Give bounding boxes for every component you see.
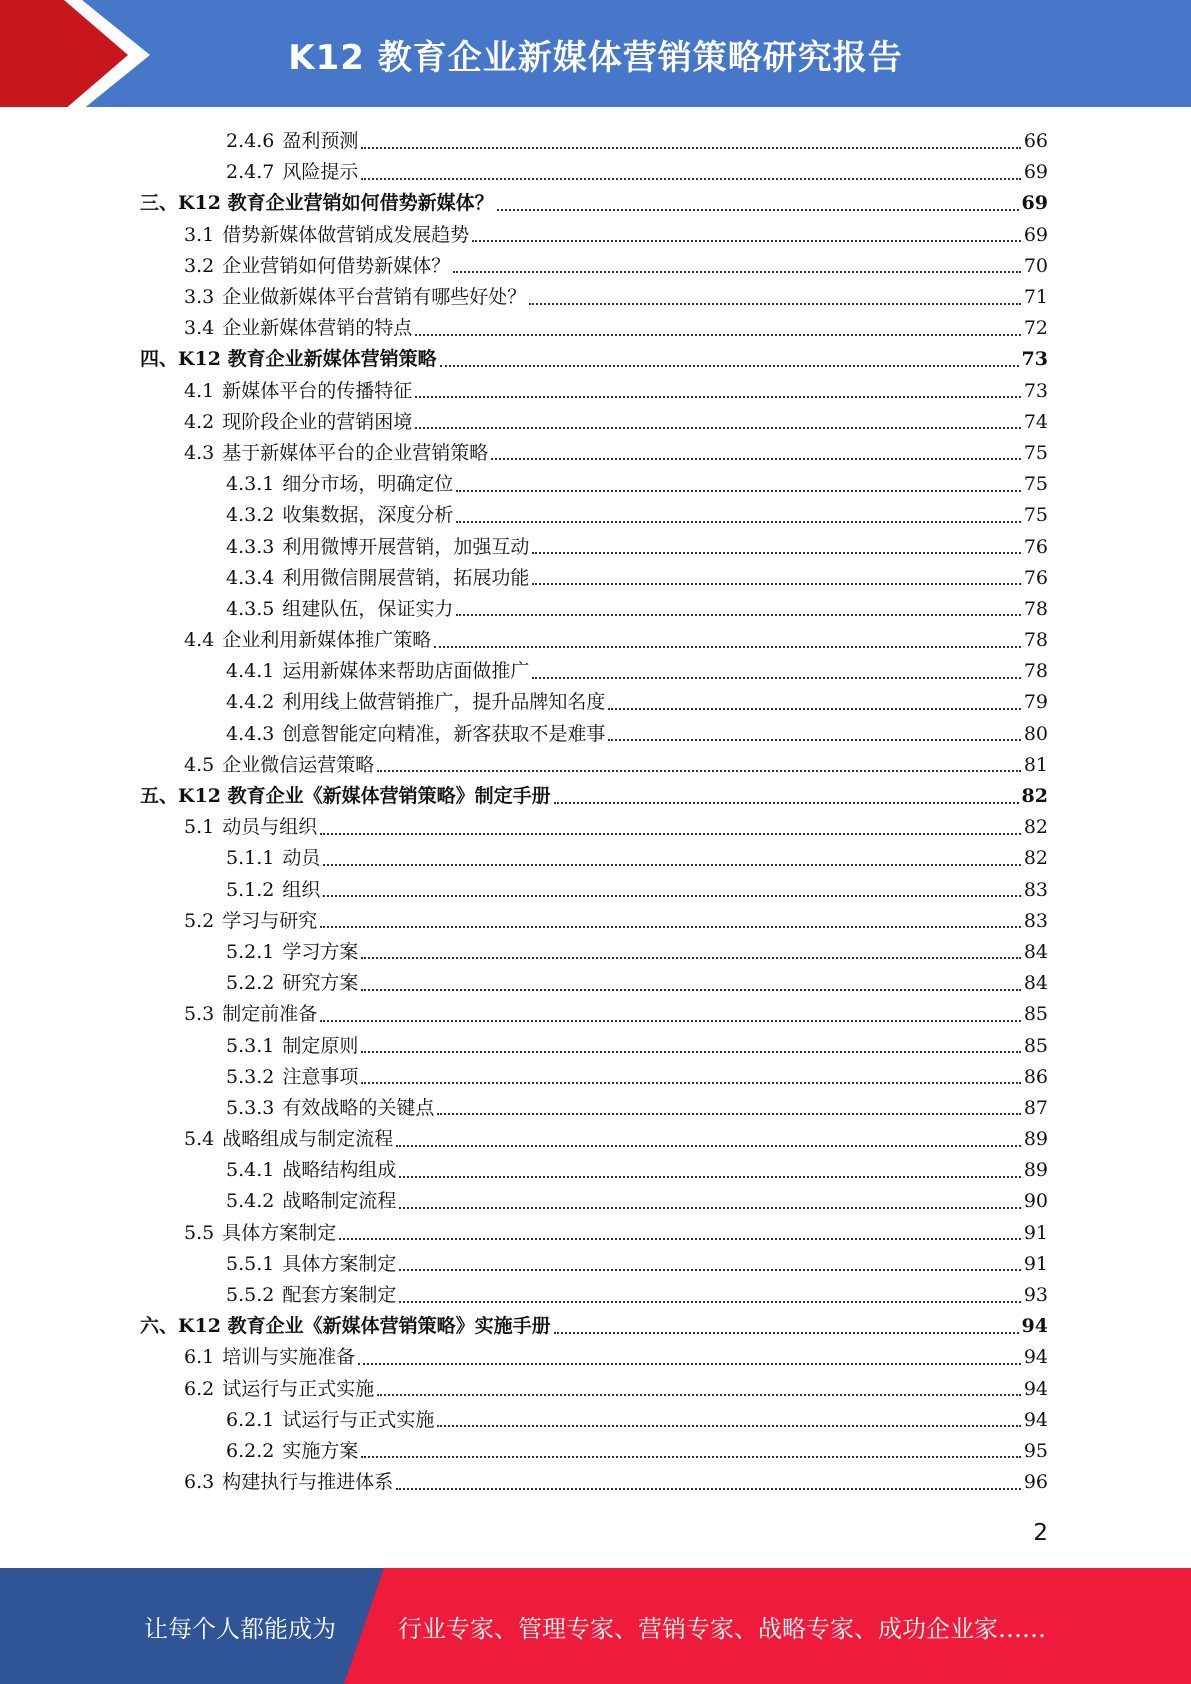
- toc-entry[interactable]: [140, 906, 1048, 937]
- toc-entry-number: 4.3.3: [226, 535, 275, 558]
- toc-entry-title: 构建执行与推进体系: [222, 1471, 394, 1494]
- page-header: [0, 0, 1191, 110]
- toc-entry-title: 盈利预测: [282, 130, 359, 153]
- toc-entry[interactable]: [140, 563, 1048, 594]
- toc-entry-number: 4.3.2: [226, 504, 275, 527]
- toc-entry[interactable]: [140, 1030, 1048, 1061]
- toc-dot-leader: [361, 957, 1020, 959]
- page-footer: [0, 1568, 1191, 1684]
- toc-entry-number: 3.4: [184, 317, 215, 340]
- toc-entry-number: 四、: [140, 348, 179, 371]
- toc-entry-page: 89: [1023, 1128, 1048, 1151]
- toc-entry-number: 4.4.3: [226, 722, 275, 745]
- toc-entry-title: 战略组成与制定流程: [222, 1128, 394, 1151]
- toc-entry-page: 82: [1023, 847, 1048, 870]
- toc-entry[interactable]: [140, 500, 1048, 531]
- toc-entry-number: 5.5.2: [226, 1284, 275, 1307]
- toc-dot-leader: [396, 1488, 1021, 1490]
- toc-entry-title: 试运行与正式实施: [222, 1377, 375, 1400]
- toc-entry-page: 94: [1023, 1408, 1048, 1431]
- toc-entry-title: K12 教育企业《新媒体营销策略》实施手册: [178, 1315, 551, 1338]
- toc-entry-page: 79: [1023, 691, 1048, 714]
- table-of-contents: [140, 126, 1048, 1498]
- toc-entry-number: 5.1: [184, 816, 215, 839]
- toc-entry-number: 4.5: [184, 753, 215, 776]
- page-number: 2: [1033, 1520, 1048, 1546]
- toc-entry-page: 82: [1023, 816, 1048, 839]
- toc-entry-page: 89: [1023, 1159, 1048, 1182]
- toc-entry-title: 动员与组织: [222, 816, 318, 839]
- toc-entry-title: 企业微信运营策略: [222, 753, 375, 776]
- toc-entry[interactable]: [140, 282, 1048, 313]
- toc-dot-leader: [415, 427, 1021, 429]
- toc-entry-page: 84: [1023, 972, 1048, 995]
- toc-dot-leader: [532, 583, 1020, 585]
- toc-entry[interactable]: [140, 843, 1048, 874]
- toc-entry[interactable]: [140, 1186, 1048, 1217]
- toc-dot-leader: [361, 989, 1020, 991]
- toc-dot-leader: [320, 833, 1021, 835]
- toc-entry[interactable]: [140, 1342, 1048, 1373]
- toc-dot-leader: [497, 209, 1019, 211]
- toc-dot-leader: [456, 521, 1020, 523]
- toc-entry-number: 5.4.1: [226, 1159, 275, 1182]
- toc-entry-number: 4.4: [184, 629, 215, 652]
- toc-dot-leader: [453, 271, 1021, 273]
- footer-slogan-left: 让每个人都能成为: [144, 1614, 336, 1643]
- toc-dot-leader: [396, 1145, 1021, 1147]
- toc-entry[interactable]: [140, 376, 1048, 407]
- toc-dot-leader: [399, 1269, 1020, 1271]
- toc-entry[interactable]: [140, 656, 1048, 687]
- toc-entry-number: 4.4.1: [226, 660, 275, 683]
- toc-dot-leader: [532, 552, 1020, 554]
- toc-entry-title: K12 教育企业营销如何借势新媒体？: [178, 192, 494, 215]
- toc-entry-title: 试运行与正式实施: [282, 1408, 435, 1431]
- toc-entry-number: 5.4.2: [226, 1190, 275, 1213]
- toc-entry[interactable]: [140, 750, 1048, 781]
- toc-entry[interactable]: [140, 1218, 1048, 1249]
- toc-entry[interactable]: [140, 687, 1048, 718]
- toc-entry-page: 85: [1023, 1034, 1048, 1057]
- toc-entry[interactable]: [140, 999, 1048, 1030]
- toc-dot-leader: [323, 895, 1020, 897]
- toc-entry-page: 70: [1023, 254, 1048, 277]
- toc-entry-page: 74: [1023, 410, 1048, 433]
- toc-dot-leader: [437, 1113, 1020, 1115]
- toc-entry-title: 创意智能定向精准，新客获取不是难事: [282, 722, 606, 745]
- toc-entry-title: K12 教育企业新媒体营销策略: [178, 348, 437, 371]
- toc-entry[interactable]: [140, 875, 1048, 906]
- document-title: K12 教育企业新媒体营销策略研究报告: [288, 37, 903, 78]
- toc-entry-number: 4.1: [184, 379, 215, 402]
- toc-entry-title: 利用微博开展营销，加强互动: [282, 535, 530, 558]
- toc-entry-page: 69: [1023, 223, 1048, 246]
- toc-entry-number: 5.2.2: [226, 972, 275, 995]
- toc-entry-number: 5.1.1: [226, 847, 275, 870]
- toc-dot-leader: [399, 1176, 1020, 1178]
- toc-entry[interactable]: [140, 438, 1048, 469]
- toc-dot-leader: [472, 240, 1021, 242]
- toc-entry-page: 93: [1023, 1284, 1048, 1307]
- toc-entry-page: 66: [1023, 130, 1048, 153]
- toc-entry-number: 6.2.2: [226, 1439, 275, 1462]
- toc-entry[interactable]: [140, 1467, 1048, 1498]
- toc-entry[interactable]: [140, 1062, 1048, 1093]
- toc-entry-page: 91: [1023, 1221, 1048, 1244]
- toc-entry[interactable]: [140, 407, 1048, 438]
- toc-entry-title: 研究方案: [282, 972, 359, 995]
- toc-entry-title: 动员: [282, 847, 321, 870]
- toc-entry-page: 76: [1023, 566, 1048, 589]
- toc-entry[interactable]: [140, 594, 1048, 625]
- toc-entry-number: 5.4: [184, 1128, 215, 1151]
- toc-entry-number: 4.3.4: [226, 566, 275, 589]
- toc-entry-number: 2.4.7: [226, 161, 275, 184]
- toc-entry-page: 75: [1023, 441, 1048, 464]
- toc-dot-leader: [529, 303, 1021, 305]
- toc-dot-leader: [554, 1332, 1019, 1334]
- toc-entry-number: 6.3: [184, 1471, 215, 1494]
- toc-entry[interactable]: [140, 469, 1048, 500]
- toc-entry-page: 71: [1023, 286, 1048, 309]
- toc-entry-number: 5.3: [184, 1003, 215, 1026]
- toc-entry-page: 75: [1023, 473, 1048, 496]
- toc-entry-title: 利用线上做营销推广，提升品牌知名度: [282, 691, 606, 714]
- toc-dot-leader: [491, 458, 1021, 460]
- toc-entry[interactable]: [140, 157, 1048, 188]
- toc-entry[interactable]: [140, 1093, 1048, 1124]
- toc-entry-number: 五、: [140, 785, 179, 808]
- toc-entry-number: 6.1: [184, 1346, 215, 1369]
- toc-entry-page: 81: [1023, 753, 1048, 776]
- toc-entry-page: 96: [1023, 1471, 1048, 1494]
- toc-entry[interactable]: [140, 781, 1048, 812]
- toc-entry-title: 企业营销如何借势新媒体？: [222, 254, 451, 277]
- toc-entry-title: 运用新媒体来帮助店面做推广: [282, 660, 530, 683]
- toc-entry-number: 4.3.1: [226, 473, 275, 496]
- toc-entry-title: 基于新媒体平台的企业营销策略: [222, 441, 489, 464]
- toc-dot-leader: [361, 1051, 1020, 1053]
- toc-entry-number: 三、: [140, 192, 179, 215]
- toc-entry-number: 2.4.6: [226, 130, 275, 153]
- toc-entry[interactable]: [140, 1249, 1048, 1280]
- toc-entry-number: 5.1.2: [226, 878, 275, 901]
- toc-entry[interactable]: [140, 968, 1048, 999]
- toc-entry-number: 5.2.1: [226, 940, 275, 963]
- toc-entry-page: 72: [1023, 317, 1048, 340]
- toc-dot-leader: [361, 147, 1020, 149]
- toc-entry-page: 86: [1023, 1065, 1048, 1088]
- toc-dot-leader: [532, 677, 1020, 679]
- toc-dot-leader: [323, 864, 1020, 866]
- toc-entry-number: 六、: [140, 1315, 179, 1338]
- toc-entry[interactable]: [140, 251, 1048, 282]
- toc-entry[interactable]: [140, 1311, 1048, 1342]
- toc-entry-title: 新媒体平台的传播特征: [222, 379, 413, 402]
- toc-entry[interactable]: [140, 313, 1048, 344]
- toc-entry-number: 3.3: [184, 286, 215, 309]
- toc-entry-title: 培训与实施准备: [222, 1346, 356, 1369]
- toc-dot-leader: [320, 926, 1021, 928]
- toc-dot-leader: [399, 1207, 1020, 1209]
- toc-dot-leader: [456, 614, 1020, 616]
- toc-entry[interactable]: [140, 1155, 1048, 1186]
- toc-entry[interactable]: [140, 1280, 1048, 1311]
- toc-entry-number: 4.4.2: [226, 691, 275, 714]
- toc-entry-title: 注意事项: [282, 1065, 359, 1088]
- toc-dot-leader: [456, 490, 1020, 492]
- toc-dot-leader: [440, 365, 1019, 367]
- toc-entry-title: 战略结构组成: [282, 1159, 397, 1182]
- toc-entry-number: 3.2: [184, 254, 215, 277]
- toc-dot-leader: [434, 646, 1021, 648]
- toc-dot-leader: [415, 334, 1021, 336]
- toc-entry-title: 收集数据，深度分析: [282, 504, 454, 527]
- toc-entry-title: 具体方案制定: [282, 1252, 397, 1275]
- toc-entry-title: 组建队伍，保证实力: [282, 597, 454, 620]
- toc-entry-page: 69: [1021, 192, 1048, 215]
- toc-entry-page: 91: [1023, 1252, 1048, 1275]
- toc-entry[interactable]: [140, 188, 1048, 219]
- toc-entry-title: 组织: [282, 878, 321, 901]
- toc-entry-page: 82: [1021, 785, 1048, 808]
- toc-entry[interactable]: [140, 812, 1048, 843]
- toc-entry-page: 73: [1023, 379, 1048, 402]
- toc-entry-title: 战略制定流程: [282, 1190, 397, 1213]
- toc-dot-leader: [361, 178, 1020, 180]
- toc-entry[interactable]: [140, 220, 1048, 251]
- toc-dot-leader: [361, 1082, 1020, 1084]
- toc-dot-leader: [320, 1020, 1021, 1022]
- toc-entry-title: 实施方案: [282, 1439, 359, 1462]
- toc-entry-page: 85: [1023, 1003, 1048, 1026]
- toc-entry-title: 有效战略的关键点: [282, 1096, 435, 1119]
- toc-entry-page: 95: [1023, 1439, 1048, 1462]
- footer-slogan-right: 行业专家、管理专家、营销专家、战略专家、成功企业家……: [398, 1614, 1046, 1643]
- toc-entry-number: 4.3.5: [226, 597, 275, 620]
- toc-entry-title: 风险提示: [282, 161, 359, 184]
- toc-entry[interactable]: [140, 344, 1048, 375]
- toc-entry-number: 3.1: [184, 223, 215, 246]
- toc-entry-title: 制定原则: [282, 1034, 359, 1057]
- toc-dot-leader: [361, 1456, 1020, 1458]
- toc-entry-page: 94: [1021, 1315, 1048, 1338]
- toc-entry[interactable]: [140, 531, 1048, 562]
- toc-entry[interactable]: [140, 1405, 1048, 1436]
- toc-entry[interactable]: [140, 126, 1048, 157]
- toc-entry-page: 78: [1023, 629, 1048, 652]
- toc-entry-number: 5.5: [184, 1221, 215, 1244]
- toc-dot-leader: [415, 396, 1021, 398]
- toc-entry-page: 78: [1023, 597, 1048, 620]
- toc-entry-number: 5.3.1: [226, 1034, 275, 1057]
- toc-entry[interactable]: [140, 1124, 1048, 1155]
- toc-entry-number: 6.2.1: [226, 1408, 275, 1431]
- toc-dot-leader: [437, 1425, 1020, 1427]
- toc-entry-page: 73: [1021, 348, 1048, 371]
- toc-entry-page: 83: [1023, 909, 1048, 932]
- toc-entry[interactable]: [140, 937, 1048, 968]
- toc-dot-leader: [358, 1363, 1021, 1365]
- toc-entry-page: 69: [1023, 161, 1048, 184]
- toc-entry-title: 具体方案制定: [222, 1221, 337, 1244]
- toc-entry-number: 5.3.2: [226, 1065, 275, 1088]
- toc-entry-page: 83: [1023, 878, 1048, 901]
- toc-entry-page: 94: [1023, 1377, 1048, 1400]
- toc-entry-title: 现阶段企业的营销困境: [222, 410, 413, 433]
- toc-entry-page: 78: [1023, 660, 1048, 683]
- toc-entry-title: 细分市场，明确定位: [282, 473, 454, 496]
- toc-entry-number: 4.2: [184, 410, 215, 433]
- toc-entry-title: 制定前准备: [222, 1003, 318, 1026]
- toc-dot-leader: [554, 802, 1019, 804]
- toc-entry-number: 5.5.1: [226, 1252, 275, 1275]
- toc-entry-page: 87: [1023, 1096, 1048, 1119]
- toc-dot-leader: [608, 739, 1020, 741]
- toc-dot-leader: [339, 1238, 1021, 1240]
- toc-entry[interactable]: [140, 1436, 1048, 1467]
- toc-entry-page: 90: [1023, 1190, 1048, 1213]
- toc-dot-leader: [377, 1394, 1021, 1396]
- toc-entry-number: 5.3.3: [226, 1096, 275, 1119]
- toc-dot-leader: [399, 1301, 1020, 1303]
- toc-entry-title: 利用微信開展营销，拓展功能: [282, 566, 530, 589]
- toc-entry-number: 5.2: [184, 909, 215, 932]
- toc-entry-page: 80: [1023, 722, 1048, 745]
- toc-entry[interactable]: [140, 1374, 1048, 1405]
- toc-entry-title: K12 教育企业《新媒体营销策略》制定手册: [178, 785, 551, 808]
- toc-entry-page: 94: [1023, 1346, 1048, 1369]
- toc-entry-title: 企业利用新媒体推广策略: [222, 629, 432, 652]
- toc-dot-leader: [608, 708, 1020, 710]
- toc-entry-page: 75: [1023, 504, 1048, 527]
- toc-dot-leader: [377, 770, 1021, 772]
- toc-entry-number: 4.3: [184, 441, 215, 464]
- toc-entry-title: 企业新媒体营销的特点: [222, 317, 413, 340]
- toc-entry[interactable]: [140, 719, 1048, 750]
- toc-entry-page: 84: [1023, 940, 1048, 963]
- toc-entry-title: 借势新媒体做营销成发展趋势: [222, 223, 470, 246]
- toc-entry-number: 6.2: [184, 1377, 215, 1400]
- toc-entry[interactable]: [140, 625, 1048, 656]
- toc-entry-page: 76: [1023, 535, 1048, 558]
- toc-entry-title: 学习方案: [282, 940, 359, 963]
- toc-entry-title: 学习与研究: [222, 909, 318, 932]
- toc-entry-title: 配套方案制定: [282, 1284, 397, 1307]
- toc-entry-title: 企业做新媒体平台营销有哪些好处？: [222, 286, 527, 309]
